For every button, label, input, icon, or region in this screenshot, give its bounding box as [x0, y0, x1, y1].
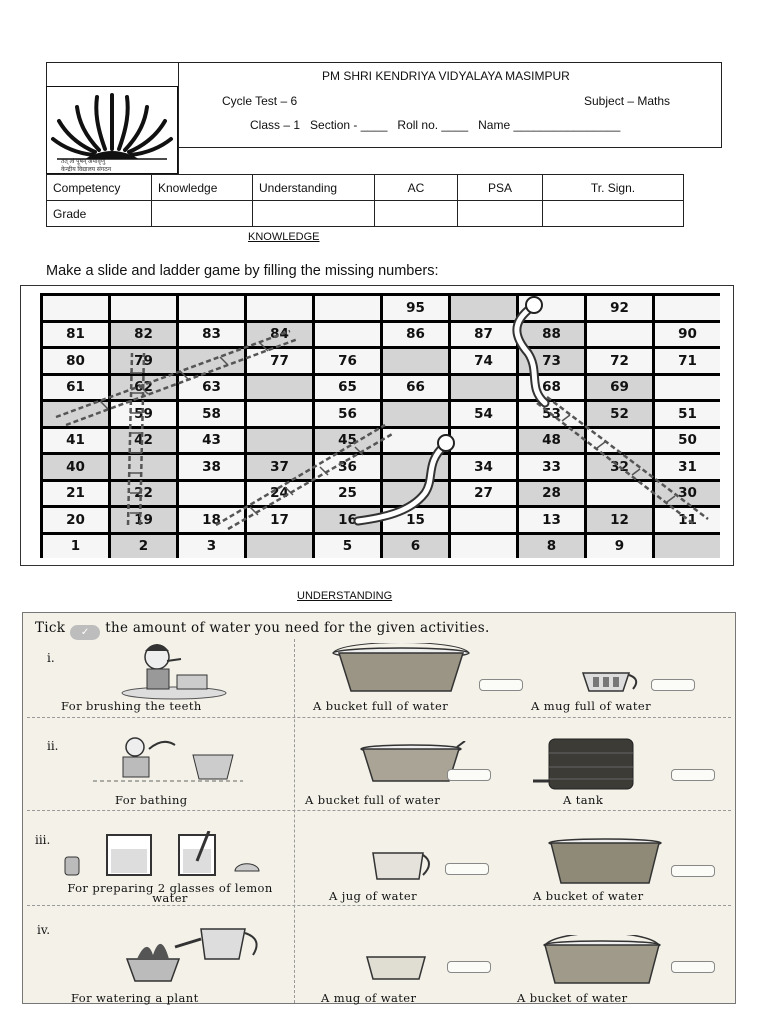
board-cell-empty[interactable]: [655, 376, 720, 400]
option-label: A mug of water: [321, 991, 417, 1005]
option-label: A bucket of water: [517, 991, 628, 1005]
board-cell: 65: [315, 376, 380, 400]
board-cell: 56: [315, 402, 380, 426]
board-cell-empty[interactable]: [383, 455, 448, 479]
activity-label: For bathing: [115, 793, 188, 807]
grade-header-cell: Understanding: [253, 175, 375, 201]
board-cell: 6: [383, 535, 448, 559]
board-cell: 61: [43, 376, 108, 400]
water-tank-icon: [529, 735, 639, 791]
board-cell: 66: [383, 376, 448, 400]
board-cell-empty[interactable]: [247, 402, 312, 426]
board-cell-empty[interactable]: [383, 349, 448, 373]
grade-header-cell: Knowledge: [152, 175, 253, 201]
board-cell: 83: [179, 323, 244, 347]
board-cell: 74: [451, 349, 516, 373]
tick-box[interactable]: [445, 863, 489, 875]
grade-header-cell: AC: [375, 175, 458, 201]
board-cell: 69: [587, 376, 652, 400]
board-cell: 25: [315, 482, 380, 506]
bucket-icon: [547, 835, 667, 887]
option-label: A tank: [563, 793, 604, 807]
board-cell-empty[interactable]: [451, 508, 516, 532]
item-number: i.: [47, 651, 55, 665]
board-cell-empty[interactable]: [655, 296, 720, 320]
activity-label: For brushing the teeth: [61, 699, 202, 713]
title-before: Tick: [35, 620, 66, 636]
option-label: A jug of water: [329, 889, 418, 903]
board-cell-empty[interactable]: [519, 296, 584, 320]
item-number: iii.: [35, 833, 51, 847]
row-divider: [27, 905, 731, 906]
table-row: [47, 201, 684, 227]
logo-motto: तत् त्वं पूषन् अपावृणु: [61, 159, 106, 165]
boy-bathing-icon: [93, 735, 243, 785]
board-cell-empty[interactable]: [451, 376, 516, 400]
board-cell: 42: [111, 429, 176, 453]
water-activity-panel: [22, 612, 736, 1004]
board-cell: 80: [43, 349, 108, 373]
board-cell: 27: [451, 482, 516, 506]
board-cell: 9: [587, 535, 652, 559]
board-cell: 30: [655, 482, 720, 506]
board-cell: 38: [179, 455, 244, 479]
grade-label-cell: Grade: [47, 201, 152, 227]
watering-plant-icon: [113, 919, 273, 983]
activity-label: For watering a plant: [71, 991, 199, 1005]
board-cell-empty[interactable]: [179, 296, 244, 320]
board-cell: 72: [587, 349, 652, 373]
board-cell: 18: [179, 508, 244, 532]
vertical-divider: [294, 639, 295, 1003]
row-divider: [27, 810, 731, 811]
title-after: the amount of water you need for the given activities.: [105, 620, 490, 636]
board-cell: 90: [655, 323, 720, 347]
logo-org: केन्द्रीय विद्यालय संगठन: [61, 167, 112, 173]
tick-box[interactable]: [651, 679, 695, 691]
board-cell: 82: [111, 323, 176, 347]
board-cell: 62: [111, 376, 176, 400]
board-cell: 16: [315, 508, 380, 532]
board-cell: 81: [43, 323, 108, 347]
board-cell: 5: [315, 535, 380, 559]
board-cell-empty[interactable]: [315, 323, 380, 347]
bucket-icon: [539, 935, 665, 987]
board-cell: 40: [43, 455, 108, 479]
tick-box[interactable]: [447, 961, 491, 973]
board-cell-empty[interactable]: [179, 482, 244, 506]
option-label: A bucket full of water: [313, 699, 449, 713]
board-cell: 13: [519, 508, 584, 532]
item-number: iv.: [37, 923, 51, 937]
mug-icon: [579, 669, 643, 695]
grade-input-cell[interactable]: [543, 201, 684, 227]
tick-box[interactable]: [671, 961, 715, 973]
board-cell-empty[interactable]: [587, 429, 652, 453]
board-cell: 86: [383, 323, 448, 347]
understanding-heading: UNDERSTANDING: [297, 590, 393, 602]
board-cell: 22: [111, 482, 176, 506]
mug-icon: [363, 953, 433, 983]
knowledge-instruction: Make a slide and ladder game by filling the missing numbers:: [46, 263, 439, 279]
tick-box[interactable]: [671, 865, 715, 877]
subject-label: Subject – Maths: [584, 94, 671, 108]
board-cell: 11: [655, 508, 720, 532]
board-cell: 1: [43, 535, 108, 559]
item-number: ii.: [47, 739, 59, 753]
board-cell: 32: [587, 455, 652, 479]
tick-box[interactable]: [479, 679, 523, 691]
board-cell: 71: [655, 349, 720, 373]
board-cell-empty[interactable]: [247, 296, 312, 320]
board-cell: 36: [315, 455, 380, 479]
option-label: A bucket of water: [533, 889, 644, 903]
board-cell: 88: [519, 323, 584, 347]
water-question: [35, 620, 490, 640]
board-cell: 15: [383, 508, 448, 532]
board-cell: 45: [315, 429, 380, 453]
board-cell-empty[interactable]: [111, 296, 176, 320]
school-name: PM SHRI KENDRIYA VIDYALAYA MASIMPUR: [322, 69, 570, 83]
board-cell: 87: [451, 323, 516, 347]
board-cell: 50: [655, 429, 720, 453]
board-cell: 79: [111, 349, 176, 373]
board-cell: 76: [315, 349, 380, 373]
bucket-icon: [331, 643, 471, 695]
student-details-line: Class – 1 Section - ____ Roll no. ____ Name ________________: [250, 118, 621, 132]
board-cell: 12: [587, 508, 652, 532]
board-cell: 52: [587, 402, 652, 426]
board-cell: 17: [247, 508, 312, 532]
board-cell: 28: [519, 482, 584, 506]
row-divider: [27, 717, 731, 718]
board-cell-empty[interactable]: [247, 535, 312, 559]
board-cell-empty[interactable]: [451, 535, 516, 559]
grade-input-cell[interactable]: [152, 201, 253, 227]
number-board: [40, 293, 720, 558]
board-cell: 31: [655, 455, 720, 479]
board-cell: 43: [179, 429, 244, 453]
board-cell: 73: [519, 349, 584, 373]
board-cell-empty[interactable]: [383, 402, 448, 426]
board-cell-empty[interactable]: [451, 429, 516, 453]
board-cell: 41: [43, 429, 108, 453]
board-cell-empty[interactable]: [315, 296, 380, 320]
board-cell-empty[interactable]: [111, 455, 176, 479]
board-cell-empty[interactable]: [43, 296, 108, 320]
board-cell: 20: [43, 508, 108, 532]
knowledge-heading: KNOWLEDGE: [248, 231, 320, 243]
activity-label: For preparing 2 glasses of lemon water: [67, 881, 273, 905]
board-cell: 21: [43, 482, 108, 506]
board-cell-empty[interactable]: [179, 349, 244, 373]
board-cell: 19: [111, 508, 176, 532]
board-cell: 51: [655, 402, 720, 426]
grade-table: [46, 174, 684, 227]
grade-input-cell[interactable]: [375, 201, 458, 227]
grade-input-cell[interactable]: [458, 201, 543, 227]
board-cell: 92: [587, 296, 652, 320]
tick-icon: ✓: [70, 625, 100, 640]
grade-input-cell[interactable]: [253, 201, 375, 227]
board-cell: 59: [111, 402, 176, 426]
option-label: A bucket full of water: [305, 793, 441, 807]
board-cell: 54: [451, 402, 516, 426]
board-cell-empty[interactable]: [587, 482, 652, 506]
option-label: A mug full of water: [531, 699, 652, 713]
board-cell-empty[interactable]: [451, 296, 516, 320]
board-cell: 53: [519, 402, 584, 426]
board-cell: 33: [519, 455, 584, 479]
board-cell-empty[interactable]: [383, 429, 448, 453]
board-cell: 95: [383, 296, 448, 320]
board-cell: 24: [247, 482, 312, 506]
board-cell: 8: [519, 535, 584, 559]
board-cell: 77: [247, 349, 312, 373]
board-cell: 63: [179, 376, 244, 400]
board-cell-empty[interactable]: [383, 482, 448, 506]
board-cell-empty[interactable]: [247, 429, 312, 453]
lemon-water-glasses-icon: [59, 831, 279, 877]
grade-header-cell: PSA: [458, 175, 543, 201]
board-cell: 58: [179, 402, 244, 426]
test-name: Cycle Test – 6: [222, 94, 298, 108]
board-cell-empty[interactable]: [655, 535, 720, 559]
board-cell: 34: [451, 455, 516, 479]
board-cell: 3: [179, 535, 244, 559]
board-cell-empty[interactable]: [247, 376, 312, 400]
jug-icon: [367, 849, 437, 883]
board-cell: 2: [111, 535, 176, 559]
board-cell: 84: [247, 323, 312, 347]
board-cell: 37: [247, 455, 312, 479]
grade-header-cell: Tr. Sign.: [543, 175, 684, 201]
board-cell-empty[interactable]: [43, 402, 108, 426]
tick-box[interactable]: [671, 769, 715, 781]
board-cell-empty[interactable]: [587, 323, 652, 347]
table-row: [47, 175, 684, 201]
kvs-logo: [46, 86, 178, 174]
board-cell: 68: [519, 376, 584, 400]
board-cell: 48: [519, 429, 584, 453]
tick-box[interactable]: [447, 769, 491, 781]
grade-header-cell: Competency: [47, 175, 152, 201]
boy-brushing-teeth-icon: [119, 641, 229, 701]
